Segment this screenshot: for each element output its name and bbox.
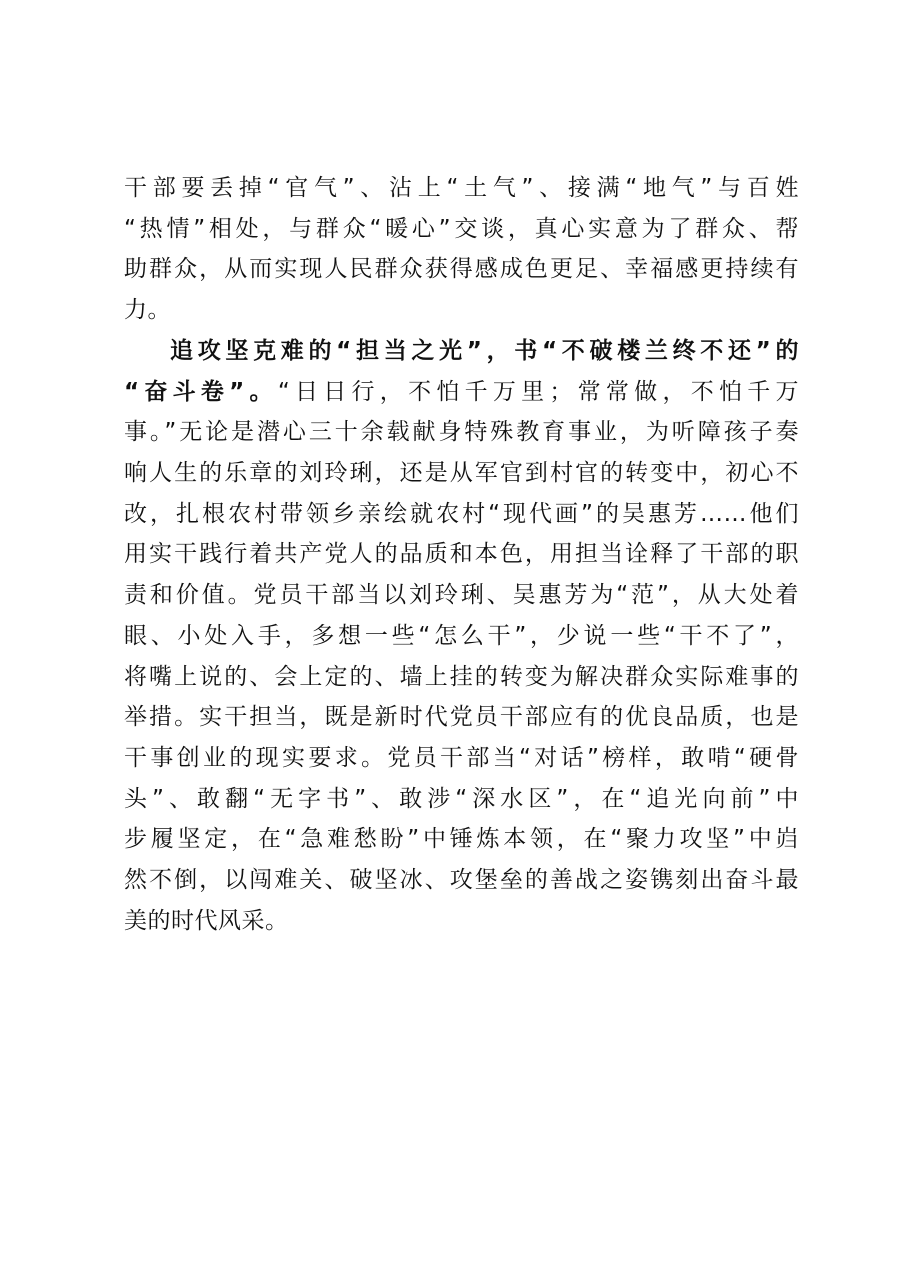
paragraph-2-line-10: 举措。实干担当，既是新时代党员干部应有的优良品质，也是 — [124, 704, 799, 731]
paragraph-1-line-1: 干部要丢掉“官气”、沾上“土气”、接满“地气”与百姓 — [124, 175, 799, 201]
paragraph-2-line-3: 事。”无论是潜心三十余载献身特殊教育事业，为听障孩子奏 — [124, 419, 799, 446]
paragraph-1 — [124, 168, 799, 331]
paragraph-2-line-15: 美的时代风采。 — [124, 907, 289, 934]
paragraph-2-line-8: 眼、小处入手，多想一些“怎么干”，少说一些“干不了”， — [124, 622, 799, 649]
paragraph-2-line-2-text: “日日行，不怕千万里；常常做，不怕千万 — [277, 378, 800, 405]
paragraph-2-line-13: 步履坚定，在“急难愁盼”中锤炼本领，在“聚力攻坚”中岿 — [124, 826, 799, 853]
paragraph-2-line-6: 用实干践行着共产党人的品质和本色，用担当诠释了干部的职 — [124, 541, 799, 568]
paragraph-2-line-11: 干事创业的现实要求。党员干部当“对话”榜样，敢啃“硬骨 — [124, 744, 799, 771]
paragraph-2-line-5: 改，扎根农村带领乡亲绘就农村“现代画”的吴惠芳……他们 — [124, 500, 799, 527]
paragraph-2-line-7: 责和价值。党员干部当以刘玲琍、吴惠芳为“范”，从大处着 — [124, 582, 799, 609]
paragraph-2-line-9: 将嘴上说的、会上定的、墙上挂的转变为解决群众实际难事的 — [124, 663, 799, 690]
paragraph-2-heading: 追攻坚克难的“担当之光”，书“不破楼兰终不还”的 — [170, 338, 799, 364]
paragraph-2-line-12: 头”、敢翻“无字书”、敢涉“深水区”，在“追光向前”中 — [124, 785, 799, 812]
paragraph-2-line-14: 然不倒，以闯难关、破坚冰、攻堡垒的善战之姿镌刻出奋斗最 — [124, 866, 799, 893]
paragraph-1-line-4: 力。 — [124, 297, 171, 324]
paragraph-2 — [124, 331, 799, 941]
paragraph-2-line-4: 响人生的乐章的刘玲琍，还是从军官到村官的转变中，初心不 — [124, 460, 799, 487]
paragraph-2-heading-end: “奋斗卷”。 — [124, 378, 278, 405]
paragraph-2-line-2 — [124, 372, 799, 413]
paragraph-1-line-2: “热情”相处，与群众“暖心”交谈，真心实意为了群众、帮 — [124, 215, 799, 242]
paragraph-1-line-3: 助群众，从而实现人民群众获得感成色更足、幸福感更持续有 — [124, 256, 799, 283]
